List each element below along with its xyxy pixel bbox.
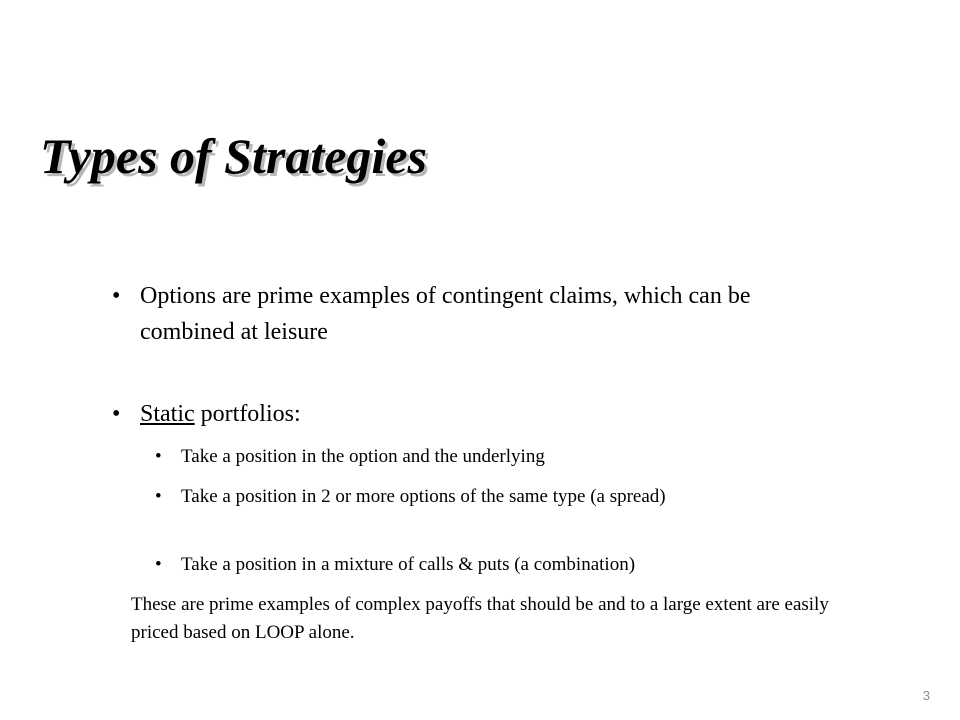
bullet-static-portfolios <box>140 396 820 432</box>
bullet-text: portfolios: <box>194 401 301 427</box>
sub-bullet-combination: • Take a position in a mixture of calls & puts (a combination) <box>181 551 861 579</box>
sub-bullet-spread: • Take a position in 2 or more options of the same type (a spread) <box>181 483 821 511</box>
slide-title: Types of Strategies <box>40 128 427 184</box>
page-number: 3 <box>922 688 930 703</box>
bullet-text: Options are prime examples of contingent claims, which can be combined at leisure <box>140 283 751 345</box>
loop-note: These are prime examples of complex payoffs that should be and to a large extent are easily priced based on LOOP alone. <box>131 594 829 643</box>
bullet-underlined-word: Static <box>140 401 195 427</box>
sub-bullet-option-underlying: • Take a position in the option and the underlying <box>181 443 821 471</box>
bullet-contingent-claims <box>140 278 820 350</box>
